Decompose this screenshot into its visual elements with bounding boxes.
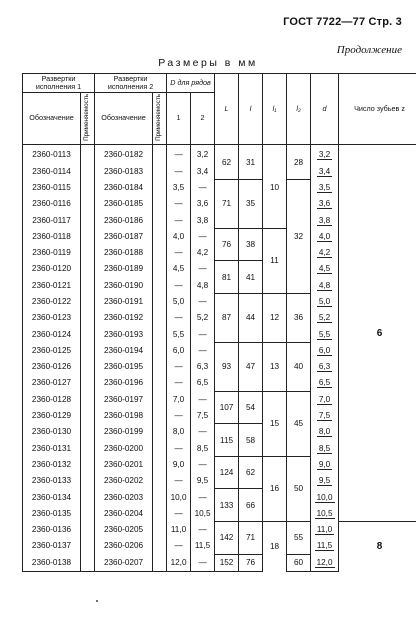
diameter-row-1: — [167,440,191,456]
diameter-row-2: — [191,293,215,309]
applicability-2 [153,489,167,505]
applicability-2 [153,212,167,228]
applicability-2 [153,144,167,163]
diameter-row-1: 12,0 [167,554,191,571]
diameter-d [311,538,339,554]
diameter-row-1: 4,0 [167,228,191,244]
header-group-1: Развертки исполнения 1 [23,74,95,93]
applicability-2 [153,359,167,375]
applicability-2 [153,473,167,489]
diameter-d-value: 3,5 [318,182,331,192]
length-l2: 40 [287,342,311,391]
length-l2: 36 [287,293,311,342]
designation-2: 2360-0189 [95,261,153,277]
diameter-row-2: — [191,391,215,407]
applicability-2 [153,277,167,293]
length-l2: 28 [287,144,311,179]
diameter-d-value: 8,0 [318,427,331,437]
length-l: 66 [239,489,263,522]
diameter-row-2: 4,8 [191,277,215,293]
applicability-1 [81,538,95,554]
diameter-row-1: — [167,375,191,391]
length-l2: 60 [287,554,311,571]
diameter-d-value: 11,0 [316,525,333,535]
applicability-1 [81,391,95,407]
designation-2: 2360-0207 [95,554,153,571]
designation-1: 2360-0118 [23,228,81,244]
designation-1: 2360-0113 [23,144,81,163]
applicability-2 [153,375,167,391]
diameter-d [311,391,339,407]
length-l: 62 [239,456,263,489]
length-l2: 50 [287,456,311,521]
designation-1: 2360-0117 [23,212,81,228]
designation-2: 2360-0204 [95,505,153,521]
diameter-d-value: 5,2 [318,313,331,323]
applicability-1 [81,196,95,212]
length-l: 35 [239,179,263,228]
designation-1: 2360-0122 [23,293,81,309]
applicability-2 [153,310,167,326]
designation-2: 2360-0188 [95,244,153,260]
designation-2: 2360-0199 [95,424,153,440]
designation-2: 2360-0205 [95,522,153,538]
designation-2: 2360-0201 [95,456,153,472]
length-l1: 11 [263,228,287,293]
designation-2: 2360-0200 [95,440,153,456]
diameter-d-value: 10,5 [316,508,333,518]
diameter-d [311,310,339,326]
applicability-1 [81,554,95,571]
designation-1: 2360-0130 [23,424,81,440]
length-l: 58 [239,424,263,457]
header-d: d [311,74,339,145]
length-L: 115 [215,424,239,457]
designation-2: 2360-0194 [95,342,153,358]
length-L: 107 [215,391,239,424]
length-l: 54 [239,391,263,424]
designation-2: 2360-0196 [95,375,153,391]
applicability-1 [81,424,95,440]
diameter-row-2: — [191,554,215,571]
length-l1: 10 [263,144,287,228]
header-row-1: 1 [167,92,191,144]
length-l: 76 [239,554,263,571]
diameter-row-1: — [167,144,191,163]
diameter-row-2: — [191,342,215,358]
diameter-d [311,261,339,277]
length-l1: 12 [263,293,287,342]
designation-1: 2360-0125 [23,342,81,358]
header-designation-2: Обозначение [95,92,153,144]
diameter-d [311,505,339,521]
diameter-d-value: 7,0 [318,394,331,404]
applicability-2 [153,228,167,244]
diameter-d [311,326,339,342]
diameter-d-value: 11,5 [316,541,333,551]
applicability-2 [153,391,167,407]
applicability-2 [153,456,167,472]
designation-1: 2360-0134 [23,489,81,505]
applicability-2 [153,505,167,521]
designation-2: 2360-0193 [95,326,153,342]
diameter-d-value: 4,5 [318,264,331,274]
diameter-d [311,359,339,375]
diameter-d [311,375,339,391]
reamer-dimensions-table [22,73,416,572]
diameter-d [311,277,339,293]
applicability-2 [153,440,167,456]
designation-1: 2360-0135 [23,505,81,521]
header-l2: l₂ [287,74,311,145]
diameter-row-1: 5,5 [167,326,191,342]
diameter-d [311,407,339,423]
diameter-d-value: 6,3 [318,362,331,372]
diameter-d-value: 3,6 [318,199,331,209]
length-l: 38 [239,228,263,261]
length-l2: 55 [287,522,311,555]
diameter-d [311,163,339,179]
applicability-2 [153,293,167,309]
header-d-series: D для рядов [167,74,215,93]
designation-2: 2360-0195 [95,359,153,375]
diameter-row-1: 3,5 [167,179,191,195]
length-l: 47 [239,342,263,391]
page-mark [96,600,98,602]
diameter-row-1: 10,0 [167,489,191,505]
applicability-1 [81,179,95,195]
designation-1: 2360-0136 [23,522,81,538]
diameter-row-1: 8,0 [167,424,191,440]
applicability-2 [153,326,167,342]
diameter-d [311,522,339,538]
length-l: 71 [239,522,263,555]
applicability-1 [81,163,95,179]
length-l1: 15 [263,391,287,456]
applicability-1 [81,310,95,326]
applicability-1 [81,407,95,423]
designation-2: 2360-0192 [95,310,153,326]
designation-2: 2360-0191 [95,293,153,309]
diameter-row-2: 4,2 [191,244,215,260]
diameter-row-1: — [167,359,191,375]
applicability-1 [81,456,95,472]
applicability-1 [81,293,95,309]
designation-1: 2360-0138 [23,554,81,571]
diameter-d [311,244,339,260]
designation-1: 2360-0137 [23,538,81,554]
diameter-d [311,554,339,571]
designation-1: 2360-0115 [23,179,81,195]
designation-2: 2360-0197 [95,391,153,407]
applicability-2 [153,554,167,571]
designation-1: 2360-0119 [23,244,81,260]
diameter-row-1: — [167,407,191,423]
applicability-1 [81,326,95,342]
applicability-2 [153,342,167,358]
diameter-d [311,440,339,456]
diameter-row-1: 4,5 [167,261,191,277]
designation-2: 2360-0202 [95,473,153,489]
diameter-row-2: — [191,326,215,342]
length-l1: 13 [263,342,287,391]
diameter-row-2: 9,5 [191,473,215,489]
applicability-2 [153,424,167,440]
diameter-row-1: — [167,473,191,489]
applicability-2 [153,163,167,179]
diameter-row-2: 8,5 [191,440,215,456]
designation-2: 2360-0198 [95,407,153,423]
diameter-d [311,212,339,228]
header-l1: l₁ [263,74,287,145]
designation-1: 2360-0116 [23,196,81,212]
applicability-2 [153,261,167,277]
diameter-row-2: 3,6 [191,196,215,212]
length-l2: 32 [287,179,311,293]
designation-1: 2360-0124 [23,326,81,342]
diameter-d-value: 12,0 [316,558,333,567]
diameter-d-value: 3,2 [318,150,331,160]
diameter-row-1: — [167,310,191,326]
header-applicability-2: Применяемость [153,92,167,144]
designation-2: 2360-0206 [95,538,153,554]
length-l1: 18 [263,522,287,572]
diameter-d [311,144,339,163]
applicability-2 [153,522,167,538]
length-L: 81 [215,261,239,294]
table-row [23,522,416,538]
applicability-1 [81,440,95,456]
applicability-1 [81,505,95,521]
applicability-1 [81,522,95,538]
length-L: 133 [215,489,239,522]
diameter-row-2: 6,3 [191,359,215,375]
designation-1: 2360-0126 [23,359,81,375]
length-l2: 45 [287,391,311,456]
designation-2: 2360-0185 [95,196,153,212]
diameter-row-1: 9,0 [167,456,191,472]
designation-1: 2360-0120 [23,261,81,277]
header-designation-1: Обозначение [23,92,81,144]
table-row [23,144,416,163]
designation-1: 2360-0128 [23,391,81,407]
length-L: 71 [215,179,239,228]
diameter-row-1: — [167,538,191,554]
designation-1: 2360-0127 [23,375,81,391]
applicability-1 [81,359,95,375]
diameter-row-1: — [167,244,191,260]
applicability-1 [81,228,95,244]
diameter-row-2: 3,4 [191,163,215,179]
diameter-d-value: 4,8 [318,280,331,290]
applicability-1 [81,489,95,505]
applicability-2 [153,407,167,423]
diameter-row-1: 11,0 [167,522,191,538]
designation-2: 2360-0186 [95,212,153,228]
designation-2: 2360-0184 [95,179,153,195]
applicability-1 [81,261,95,277]
diameter-row-2: — [191,228,215,244]
diameter-row-1: 5,0 [167,293,191,309]
applicability-2 [153,196,167,212]
length-L: 87 [215,293,239,342]
diameter-row-2: 5,2 [191,310,215,326]
designation-1: 2360-0121 [23,277,81,293]
diameter-row-2: 10,5 [191,505,215,521]
diameter-d [311,424,339,440]
applicability-1 [81,375,95,391]
designation-1: 2360-0129 [23,407,81,423]
diameter-d [311,179,339,195]
teeth-count: 8 [339,522,416,572]
diameter-d [311,293,339,309]
diameter-row-2: — [191,424,215,440]
page-header: ГОСТ 7722—77 Стр. 3 [283,16,402,28]
diameter-row-2: — [191,261,215,277]
header-row-2: 2 [191,92,215,144]
length-l: 41 [239,261,263,294]
designation-1: 2360-0131 [23,440,81,456]
length-L: 62 [215,144,239,179]
diameter-d [311,342,339,358]
length-L: 76 [215,228,239,261]
length-L: 152 [215,554,239,571]
diameter-row-1: — [167,505,191,521]
continuation-label: Продолжение [336,44,402,56]
diameter-d [311,196,339,212]
diameter-d-value: 9,0 [318,459,331,469]
diameter-row-1: — [167,196,191,212]
diameter-row-2: — [191,456,215,472]
header-teeth: Число зубьев z [339,74,416,145]
diameter-d [311,228,339,244]
length-l1: 16 [263,456,287,521]
length-L: 93 [215,342,239,391]
diameter-d-value: 6,5 [318,378,331,388]
diameter-d [311,456,339,472]
length-l: 44 [239,293,263,342]
diameter-row-1: — [167,163,191,179]
designation-1: 2360-0123 [23,310,81,326]
diameter-d-value: 5,0 [318,297,331,306]
designation-1: 2360-0114 [23,163,81,179]
diameter-d-value: 3,8 [318,215,331,225]
designation-1: 2360-0133 [23,473,81,489]
length-l: 31 [239,144,263,179]
diameter-d-value: 4,2 [318,248,331,258]
diameter-d-value: 4,0 [318,231,331,241]
length-L: 142 [215,522,239,555]
diameter-d-value: 6,0 [318,345,331,355]
diameter-d-value: 7,5 [318,411,331,421]
designation-2: 2360-0182 [95,144,153,163]
diameter-d-value: 10,0 [316,492,333,502]
designation-2: 2360-0190 [95,277,153,293]
designation-2: 2360-0203 [95,489,153,505]
designation-2: 2360-0183 [95,163,153,179]
diameter-row-2: 7,5 [191,407,215,423]
diameter-d [311,473,339,489]
header-l: l [239,74,263,145]
diameter-d-value: 8,5 [318,443,331,453]
diameter-row-1: 6,0 [167,342,191,358]
applicability-1 [81,342,95,358]
diameter-row-2: 3,8 [191,212,215,228]
length-L: 124 [215,456,239,489]
diameter-d [311,489,339,505]
header-group-2: Развертки исполнения 2 [95,74,167,93]
header-L: L [215,74,239,145]
teeth-count: 6 [339,144,416,521]
applicability-2 [153,538,167,554]
diameter-row-1: — [167,277,191,293]
diameter-row-2: 6,5 [191,375,215,391]
diameter-row-2: — [191,522,215,538]
applicability-1 [81,277,95,293]
applicability-2 [153,179,167,195]
table-body [23,144,416,571]
designation-2: 2360-0187 [95,228,153,244]
applicability-1 [81,144,95,163]
applicability-1 [81,473,95,489]
dimensions-caption: Размеры в мм [158,57,258,69]
designation-1: 2360-0132 [23,456,81,472]
diameter-d-value: 5,5 [318,329,331,339]
diameter-row-2: — [191,179,215,195]
diameter-row-1: 7,0 [167,391,191,407]
diameter-d-value: 9,5 [318,476,331,486]
header-applicability-1: Применяемость [81,92,95,144]
applicability-2 [153,244,167,260]
applicability-1 [81,212,95,228]
diameter-d-value: 3,4 [318,166,331,176]
diameter-row-2: — [191,489,215,505]
diameter-row-1: — [167,212,191,228]
applicability-1 [81,244,95,260]
diameter-row-2: 11,5 [191,538,215,554]
diameter-row-2: 3,2 [191,144,215,163]
